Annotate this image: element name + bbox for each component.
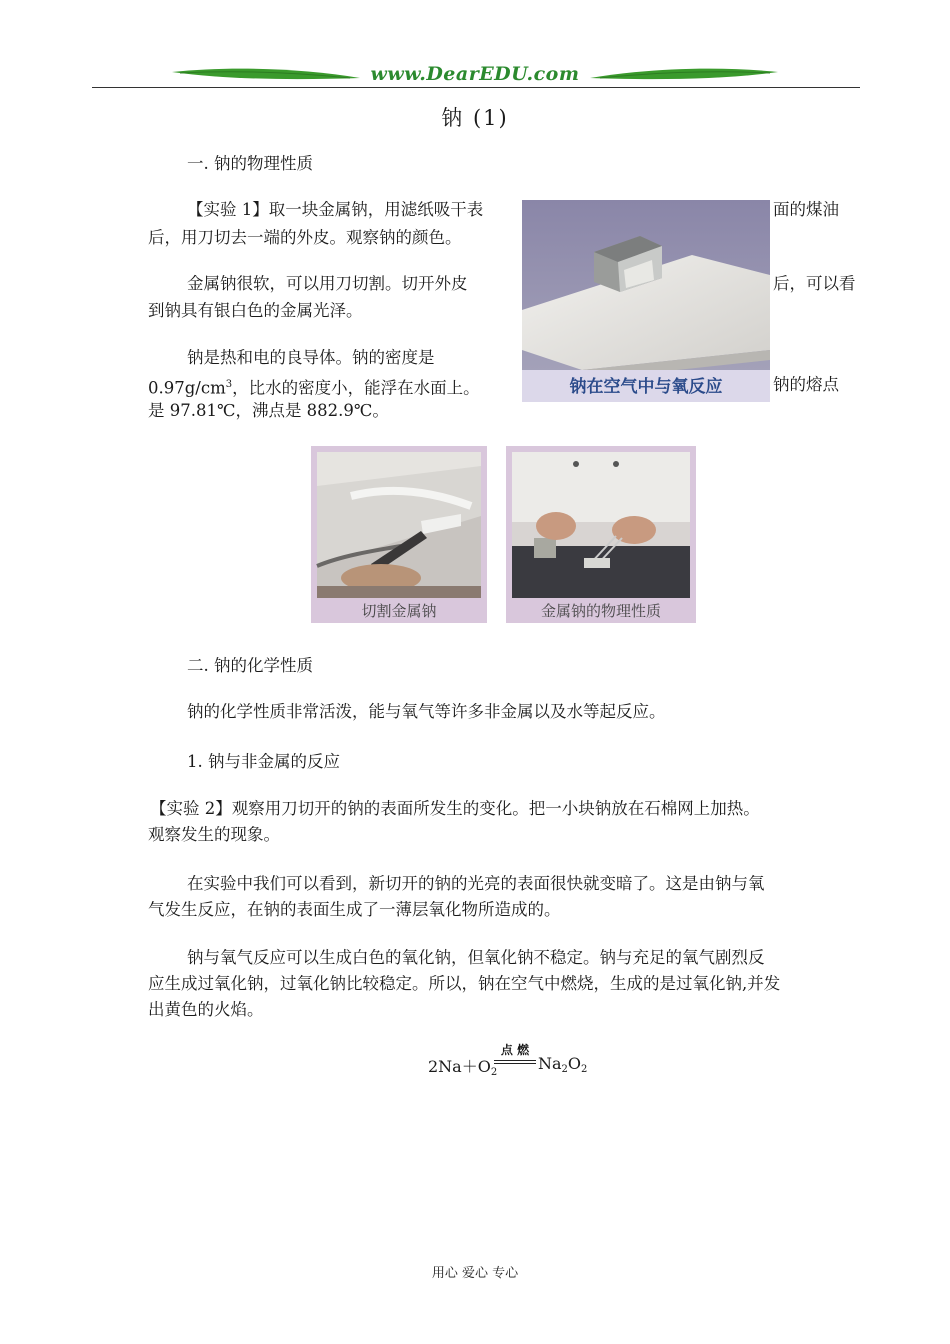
formula-product [538, 1054, 587, 1075]
oxide-line2: 应生成过氧化钠，过氧化钠比较稳定。所以，钠在空气中燃烧，生成的是过氧化钠,并发 [148, 974, 781, 993]
cond-line1: 钠是热和电的良导体。钠的密度是 [187, 348, 435, 367]
soft-line2: 到钠具有银白色的金属光泽。 [148, 301, 363, 320]
section-2-heading: 二. 钠的化学性质 [187, 656, 313, 675]
physical-properties-image [506, 446, 696, 623]
exp1-line1: 【实验 1】取一块金属钠，用滤纸吸干表 [187, 200, 484, 219]
formula-reactants: 2Na＋O [428, 1057, 491, 1076]
site-name: www.DearEDU.com [370, 63, 580, 85]
exp1-line2: 后，用刀切去一端的外皮。观察钠的颜色。 [148, 228, 462, 247]
formula-o-sub: 2 [581, 1064, 588, 1075]
equals-bar-2 [494, 1063, 536, 1064]
oxide-line1: 钠与氧气反应可以生成白色的氧化钠，但氧化钠不稳定。钠与充足的氧气剧烈反 [187, 948, 765, 967]
header-rule [92, 87, 860, 88]
oxide-line3: 出黄色的火焰。 [148, 1000, 264, 1019]
observation-line2: 气发生反应，在钠的表面生成了一薄层氧化物所造成的。 [148, 900, 561, 919]
density-text: ，比水的密度小，能浮在水面上。 [232, 378, 480, 398]
soft-line1-tail: 后，可以看 [773, 274, 856, 293]
cond-line2-tail: 钠的熔点 [773, 375, 839, 394]
cond-line2 [148, 372, 480, 401]
formula-na-sub: 2 [561, 1064, 568, 1075]
right-image-caption: 金属钠的物理性质 [506, 600, 696, 623]
exp2-line2: 观察发生的现象。 [148, 825, 280, 844]
formula-o: O [567, 1054, 582, 1073]
observation-line1: 在实验中我们可以看到，新切开的钠的光亮的表面很快就变暗了。这是由钠与氧 [187, 874, 765, 893]
density-value: 0.97g/cm [148, 378, 226, 398]
density-unit-sup: 3 [225, 379, 233, 390]
formula-o2-sub: 2 [490, 1067, 498, 1078]
cond-line3: 是 97.81℃，沸点是 882.9℃。 [148, 401, 389, 420]
soft-line1: 金属钠很软，可以用刀切割。切开外皮 [187, 274, 468, 293]
left-image-caption: 切割金属钠 [311, 600, 487, 623]
sub-heading-1: 1. 钠与非金属的反应 [187, 752, 340, 771]
equals-bar-1 [494, 1060, 536, 1061]
page-title: 钠 (1) [441, 106, 509, 130]
sodium-plate-image [522, 200, 770, 402]
reaction-formula [428, 1054, 497, 1078]
cutting-sodium-image [311, 446, 487, 623]
formula-condition: 点 燃 [500, 1043, 530, 1057]
exp2-line1: 【实验 2】观察用刀切开的钠的表面所发生的变化。把一小块钠放在石棉网上加热。 [150, 799, 760, 818]
section-1-heading: 一. 钠的物理性质 [187, 154, 313, 173]
lab-hands-picture [506, 446, 696, 600]
chem-intro: 钠的化学性质非常活泼，能与氧气等许多非金属以及水等起反应。 [187, 702, 666, 721]
formula-na: Na [538, 1054, 562, 1073]
exp1-line1-tail: 面的煤油 [773, 200, 839, 219]
cutting-sodium-picture [311, 446, 487, 600]
top-image-caption: 钠在空气中与氧反应 [569, 377, 723, 397]
page-footer: 用心 爱心 专心 [431, 1266, 519, 1281]
